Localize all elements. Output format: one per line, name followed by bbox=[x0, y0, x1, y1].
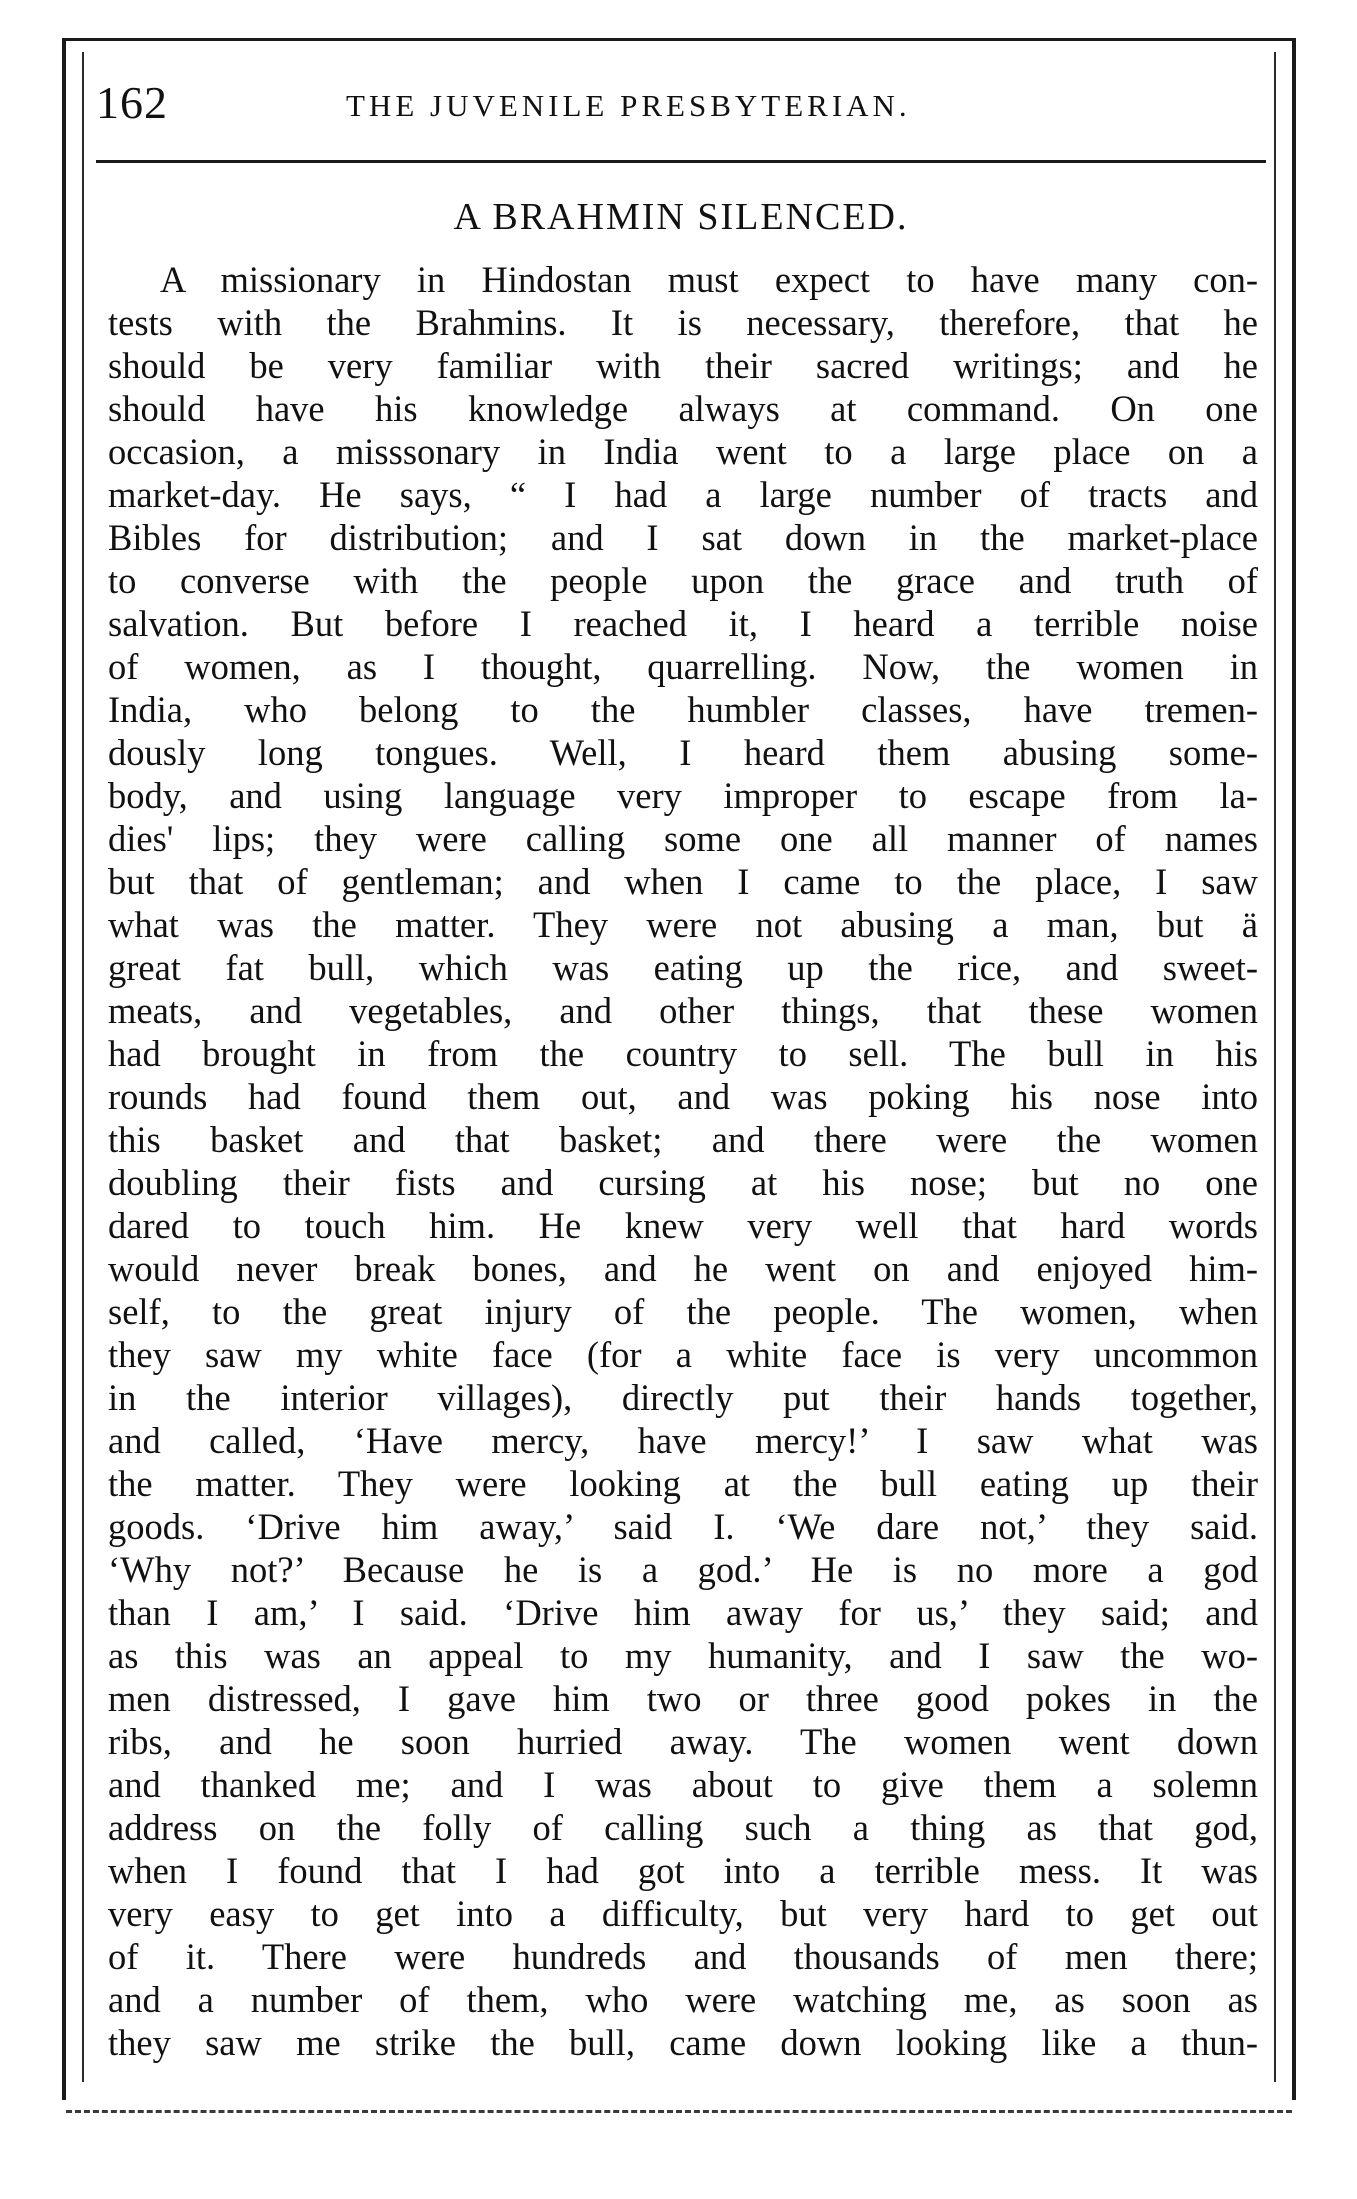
text-line: should be very familiar with their sacred writings; and he bbox=[108, 345, 1258, 386]
text-line: dared to touch him. He knew very well that hard words bbox=[108, 1205, 1258, 1246]
article-title: A BRAHMIN SILENCED. bbox=[453, 196, 909, 238]
text-line: when I found that I had got into a terrible mess. It was bbox=[108, 1850, 1258, 1891]
text-line: Bibles for distribution; and I sat down in the market-place bbox=[108, 517, 1258, 558]
text-line: this basket and that basket; and there were the women bbox=[108, 1119, 1258, 1160]
article-body bbox=[108, 258, 1258, 2064]
text-line: in the interior villages), directly put their hands together, bbox=[108, 1377, 1258, 1418]
text-line: should have his knowledge always at command. On one bbox=[108, 388, 1258, 429]
text-line: self, to the great injury of the people. The women, when bbox=[108, 1291, 1258, 1332]
text-line: and called, ‘Have mercy, have mercy!’ I saw what was bbox=[108, 1420, 1258, 1461]
text-line: very easy to get into a difficulty, but very hard to get out bbox=[108, 1893, 1258, 1934]
text-line: men distressed, I gave him two or three good pokes in the bbox=[108, 1678, 1258, 1719]
header-rule bbox=[96, 160, 1266, 163]
page-header bbox=[96, 62, 1266, 154]
text-line: doubling their fists and cursing at his nose; but no one bbox=[108, 1162, 1258, 1203]
bottom-rule bbox=[66, 2110, 1292, 2113]
text-line: ‘Why not?’ Because he is a god.’ He is no more a god bbox=[108, 1549, 1258, 1590]
text-line: and a number of them, who were watching me, as soon as bbox=[108, 1979, 1258, 2020]
text-line: would never break bones, and he went on and enjoyed him- bbox=[108, 1248, 1258, 1289]
text-line: A missionary in Hindostan must expect to have many con- bbox=[160, 259, 1258, 300]
text-line: tests with the Brahmins. It is necessary, therefore, that he bbox=[108, 302, 1258, 343]
running-head: THE JUVENILE PRESBYTERIAN. bbox=[346, 88, 911, 123]
text-line: rounds had found them out, and was poking his nose into bbox=[108, 1076, 1258, 1117]
text-line: great fat bull, which was eating up the rice, and sweet- bbox=[108, 947, 1258, 988]
text-line: India, who belong to the humbler classes, have tremen- bbox=[108, 689, 1258, 730]
text-line: goods. ‘Drive him away,’ said I. ‘We dare not,’ they said. bbox=[108, 1506, 1258, 1547]
text-line: than I am,’ I said. ‘Drive him away for us,’ they said; and bbox=[108, 1592, 1258, 1633]
text-line: dously long tongues. Well, I heard them abusing some- bbox=[108, 732, 1258, 773]
text-line: market-day. He says, “ I had a large number of tracts and bbox=[108, 474, 1258, 515]
text-line: body, and using language very improper to escape from la- bbox=[108, 775, 1258, 816]
text-line: address on the folly of calling such a thing as that god, bbox=[108, 1807, 1258, 1848]
text-line: what was the matter. They were not abusing a man, but ä bbox=[108, 904, 1258, 945]
text-line: dies' lips; they were calling some one all manner of names bbox=[108, 818, 1258, 859]
text-line: to converse with the people upon the grace and truth of bbox=[108, 560, 1258, 601]
text-line: of it. There were hundreds and thousands of men there; bbox=[108, 1936, 1258, 1977]
text-line: the matter. They were looking at the bull eating up their bbox=[108, 1463, 1258, 1504]
text-line: they saw me strike the bull, came down looking like a thun- bbox=[108, 2022, 1258, 2063]
page-number: 162 bbox=[96, 77, 168, 128]
text-line: of women, as I thought, quarrelling. Now, the women in bbox=[108, 646, 1258, 687]
text-line: but that of gentleman; and when I came to the place, I saw bbox=[108, 861, 1258, 902]
text-line: and thanked me; and I was about to give them a solemn bbox=[108, 1764, 1258, 1805]
text-line: occasion, a misssonary in India went to a large place on a bbox=[108, 431, 1258, 472]
text-line: salvation. But before I reached it, I heard a terrible noise bbox=[108, 603, 1258, 644]
text-line: they saw my white face (for a white face is very uncommon bbox=[108, 1334, 1258, 1375]
text-line: had brought in from the country to sell. The bull in his bbox=[108, 1033, 1258, 1074]
text-line: meats, and vegetables, and other things, that these women bbox=[108, 990, 1258, 1031]
text-line: as this was an appeal to my humanity, and I saw the wo- bbox=[108, 1635, 1258, 1676]
text-line: ribs, and he soon hurried away. The women went down bbox=[108, 1721, 1258, 1762]
